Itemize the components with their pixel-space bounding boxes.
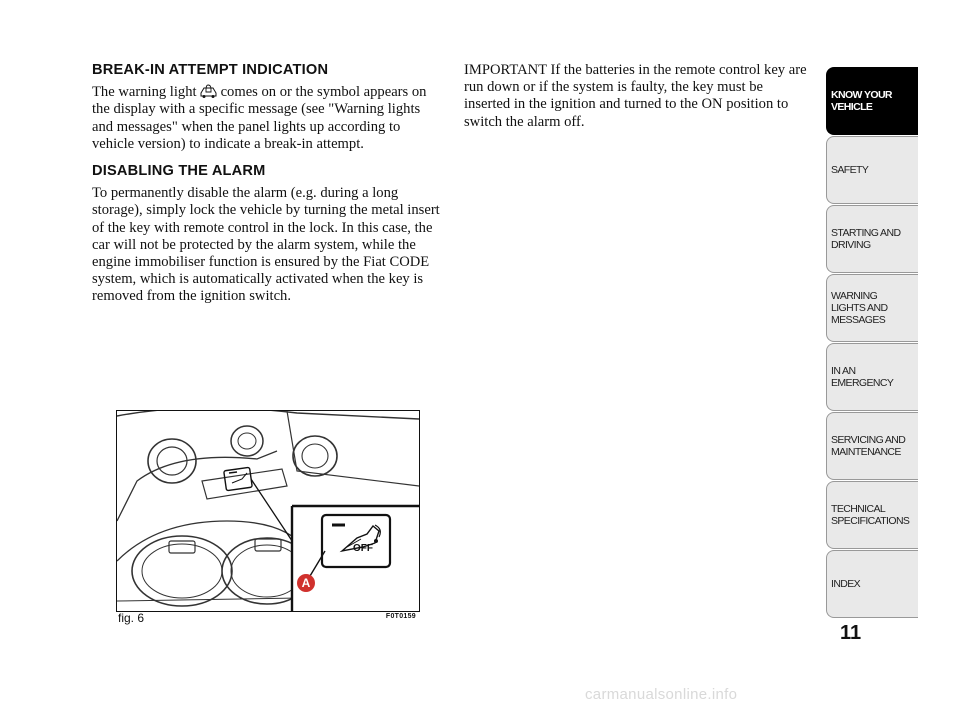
heading-disabling-alarm: DISABLING THE ALARM [92,163,266,180]
chapter-tabs [826,67,918,619]
tab-safety[interactable] [826,136,918,204]
figure-code: F0T0159 [385,613,416,620]
tab-label: SERVICING AND MAINTENANCE [831,434,906,458]
watermark: carmanualsonline.info [585,686,738,703]
page-number: 11 [840,622,862,644]
paragraph-important: IMPORTANT If the batteries in the remote control key are run down or if the system is faulty, the key must be inserted in the ignition and turned to the ON position to switch the alarm off. [464,62,807,130]
tab-technical-specifications[interactable] [826,481,918,549]
right-column [464,62,809,141]
tab-in-an-emergency[interactable] [826,343,918,411]
paragraph-break-in [92,84,442,153]
left-column [92,62,442,316]
tab-label: SAFETY [831,164,869,176]
tab-warning-lights[interactable] [826,274,918,342]
tab-know-your-vehicle[interactable] [826,67,918,135]
figure-label: fig. 6 [118,611,145,625]
tab-label: TECHNICAL SPECIFICATIONS [831,503,910,527]
tab-servicing[interactable] [826,412,918,480]
tab-label: IN AN EMERGENCY [831,365,894,389]
callout-a-badge: A [297,574,315,592]
paragraph-break-in-start: The warning light [92,84,197,101]
paragraph-break-in-end: comes on or the symbol appears on the display with a specific message (see "Warning lights and messages" when the panel lights up according to vehicle version) to indicate a break-in attempt. [92,84,427,152]
tab-label: INDEX [831,578,861,590]
tab-label: WARNING LIGHTS AND MESSAGES [831,290,888,326]
tab-label: KNOW YOUR VEHICLE [831,89,892,113]
tab-index[interactable] [826,550,918,618]
figure-ceiling-light [116,410,420,612]
off-button-label: OFF [353,543,373,554]
tab-label: STARTING AND DRIVING [831,227,901,251]
alarm-warning-icon [199,84,219,99]
tab-starting-and-driving[interactable] [826,205,918,273]
paragraph-disabling-alarm: To permanently disable the alarm (e.g. during a long storage), simply lock the vehicle by turning the metal insert of the key with remote control in the lock. In this case, the car will not be protected by the alarm system, while the engine immobiliser function is ensured by the Fiat CODE system, which is automatically activated when the key is removed from the ignition switch. [92,185,440,305]
heading-break-in: BREAK-IN ATTEMPT INDICATION [92,62,329,78]
ceiling-light-illustration [117,411,419,611]
